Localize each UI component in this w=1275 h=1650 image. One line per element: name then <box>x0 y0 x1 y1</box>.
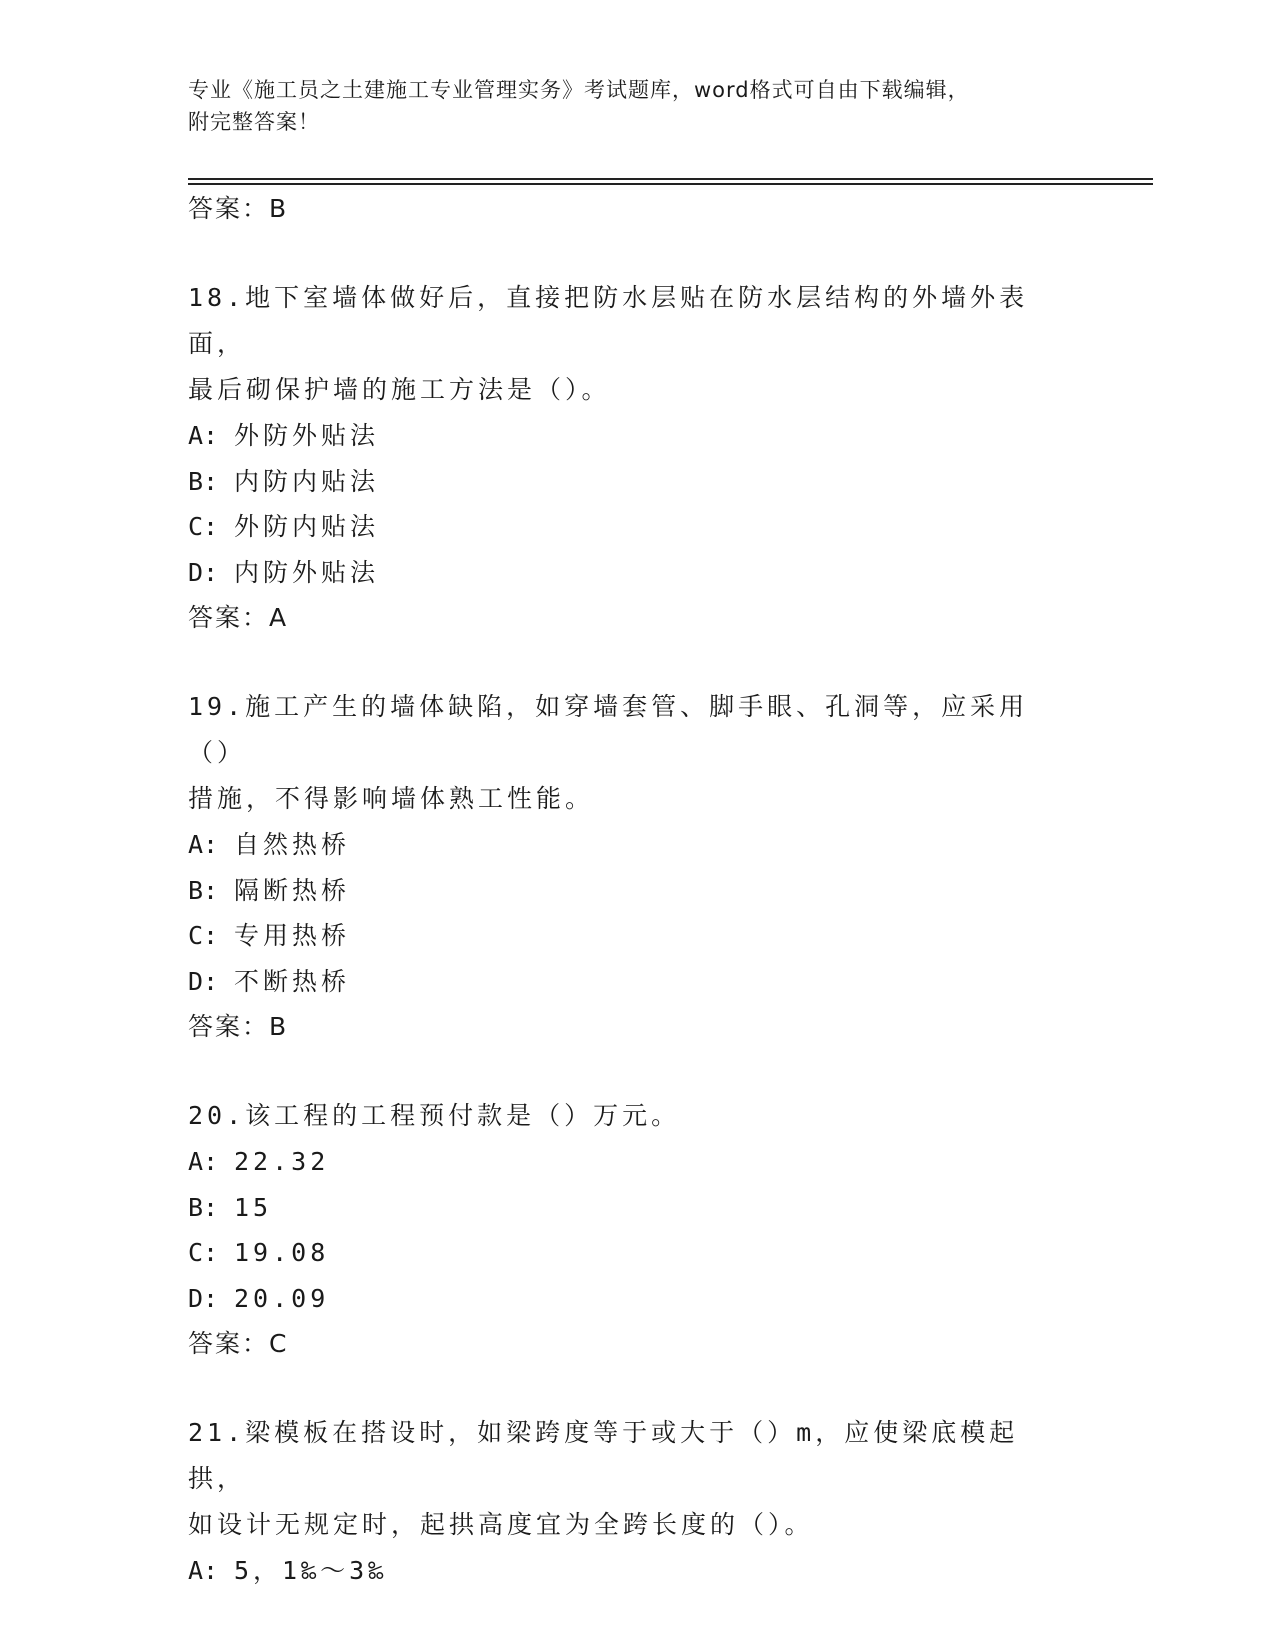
option-item <box>188 1548 1068 1594</box>
option-item <box>188 959 1068 1005</box>
spacer <box>188 232 1068 275</box>
question-block <box>188 1410 1068 1594</box>
question-list <box>188 186 1068 1594</box>
option-text: 不断热桥 <box>234 966 351 996</box>
option-item <box>188 913 1068 959</box>
option-label: A: <box>188 1556 219 1585</box>
document-header <box>188 74 1068 138</box>
option-item <box>188 1230 1068 1276</box>
question-block <box>188 684 1068 1050</box>
question-text: 最后砌保护墙的施工方法是（）。 <box>188 375 611 404</box>
option-item <box>188 822 1068 868</box>
answer-line: 答案：B <box>188 194 289 223</box>
header-divider-bottom <box>188 183 1153 185</box>
spacer <box>188 1367 1068 1410</box>
header-line-1: 专业《施工员之土建施工专业管理实务》考试题库，word格式可自由下载编辑， <box>188 78 970 102</box>
option-label: D: <box>188 557 219 587</box>
option-label: C: <box>188 512 219 541</box>
option-text: 专用热桥 <box>234 921 351 950</box>
option-label: B: <box>188 466 219 496</box>
question-text: 19.施工产生的墙体缺陷，如穿墙套管、脚手眼、孔洞等，应采用（） <box>188 692 1029 767</box>
option-label: C: <box>188 921 219 950</box>
option-item <box>188 1185 1068 1231</box>
option-text: 内防外贴法 <box>234 557 380 587</box>
option-text: 内防内贴法 <box>234 466 380 496</box>
question-text: 如设计无规定时，起拱高度宜为全跨长度的（）。 <box>188 1510 814 1539</box>
option-label: A: <box>188 1147 219 1176</box>
spacer <box>188 1050 1068 1093</box>
question-text: 20.该工程的工程预付款是（）万元。 <box>188 1101 681 1130</box>
option-item <box>188 413 1068 459</box>
option-label: B: <box>188 875 219 905</box>
option-text: 5，1‰～3‰ <box>234 1556 388 1585</box>
option-text: 外防外贴法 <box>234 421 380 450</box>
option-text: 22.32 <box>234 1147 330 1176</box>
option-item <box>188 1276 1068 1322</box>
question-text: 21.梁模板在搭设时，如梁跨度等于或大于（）m，应使梁底模起拱， <box>188 1418 1019 1493</box>
answer-line: 答案：A <box>188 603 289 632</box>
option-text: 19.08 <box>234 1238 330 1267</box>
option-text: 外防内贴法 <box>234 512 380 541</box>
answer-line: 答案：B <box>188 1012 289 1041</box>
option-item <box>188 550 1068 596</box>
option-label: C: <box>188 1238 219 1267</box>
option-item <box>188 459 1068 505</box>
option-label: A: <box>188 830 219 859</box>
option-label: B: <box>188 1192 219 1222</box>
option-label: D: <box>188 966 219 996</box>
option-text: 20.09 <box>234 1283 330 1313</box>
header-line-2: 附完整答案！ <box>188 110 320 134</box>
header-divider-top <box>188 178 1153 180</box>
option-item <box>188 868 1068 914</box>
answer-line: 答案：C <box>188 1329 289 1358</box>
question-text: 措施，不得影响墙体熟工性能。 <box>188 784 595 813</box>
question-block <box>188 275 1068 641</box>
option-label: D: <box>188 1283 219 1313</box>
option-text: 15 <box>234 1192 273 1222</box>
question-block <box>188 1093 1068 1367</box>
option-item <box>188 504 1068 550</box>
option-text: 自然热桥 <box>234 830 351 859</box>
option-item <box>188 1139 1068 1185</box>
spacer <box>188 641 1068 684</box>
option-text: 隔断热桥 <box>234 875 351 905</box>
question-text: 18.地下室墙体做好后，直接把防水层贴在防水层结构的外墙外表面， <box>188 283 1029 358</box>
option-label: A: <box>188 421 219 450</box>
